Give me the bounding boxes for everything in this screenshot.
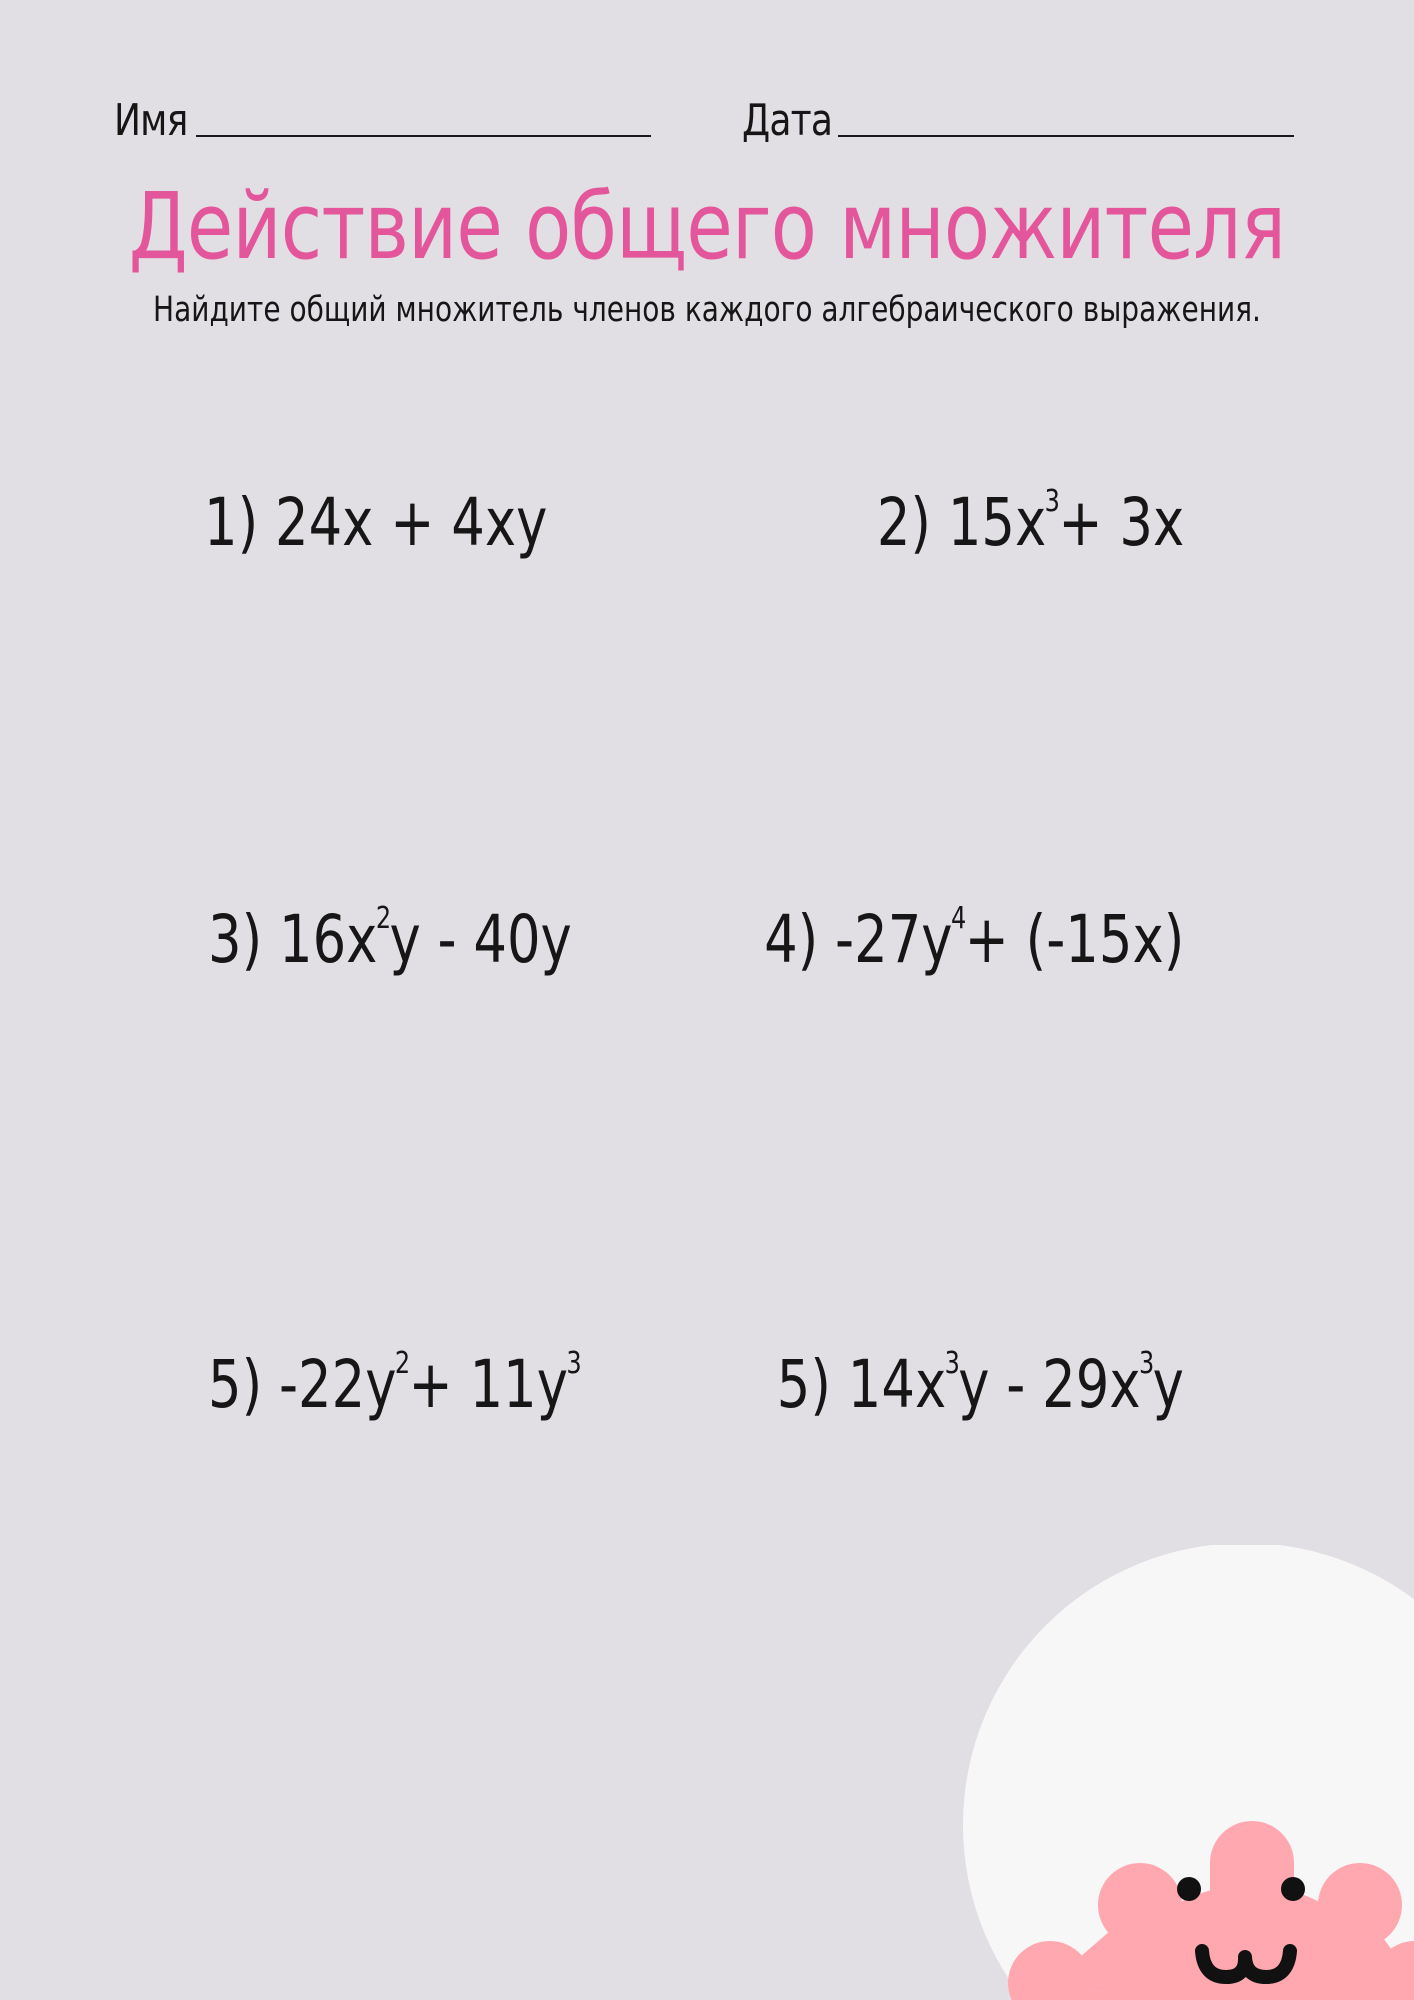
problem-term: + 3x	[1058, 484, 1184, 561]
problem-term: 15x	[947, 484, 1047, 561]
exponent: 3	[944, 1346, 960, 1381]
problem-term: + (-15x)	[964, 901, 1184, 978]
smiling-flower-icon	[960, 1545, 1414, 2000]
problem-term: y - 40y	[389, 901, 572, 978]
problem-term: y	[1152, 1346, 1184, 1423]
problem-number: 5)	[776, 1346, 832, 1423]
exponent: 2	[375, 901, 392, 936]
problem-number: 2)	[876, 484, 931, 561]
problem-number: 1)	[204, 484, 259, 561]
problem-term: + 11y	[408, 1346, 569, 1423]
problem-3	[208, 895, 572, 985]
problem-number: 5)	[208, 1346, 263, 1423]
problem-5a	[208, 1340, 580, 1430]
date-field[interactable]	[742, 96, 1294, 146]
problem-term: -22y	[278, 1346, 397, 1423]
name-label: Имя	[114, 95, 188, 146]
exponent: 3	[1139, 1346, 1155, 1381]
problem-4	[764, 895, 1184, 985]
right-eye	[1281, 1877, 1305, 1901]
page-subtitle: Найдите общий множитель членов каждого алгебраического выражения.	[153, 290, 1261, 330]
problem-term: 16x	[278, 901, 378, 978]
problem-5b	[777, 1340, 1184, 1430]
name-line	[196, 135, 651, 137]
problem-2	[877, 478, 1184, 568]
date-line	[838, 135, 1294, 137]
exponent: 4	[950, 901, 966, 936]
problem-term: y - 29x	[958, 1346, 1141, 1423]
name-field[interactable]	[114, 96, 654, 146]
date-label: Дата	[742, 95, 833, 146]
page-title: Действие общего множителя	[128, 173, 1286, 280]
problem-number: 3)	[208, 901, 263, 978]
problem-term: -27y	[834, 901, 953, 978]
left-eye	[1177, 1877, 1201, 1901]
exponent: 3	[566, 1346, 582, 1381]
problem-term: 14x	[847, 1346, 947, 1423]
exponent: 3	[1044, 484, 1060, 519]
problem-expression: 24x + 4xy	[274, 484, 548, 561]
problem-number: 4)	[763, 901, 818, 978]
exponent: 2	[394, 1346, 411, 1381]
problem-1	[204, 478, 547, 568]
